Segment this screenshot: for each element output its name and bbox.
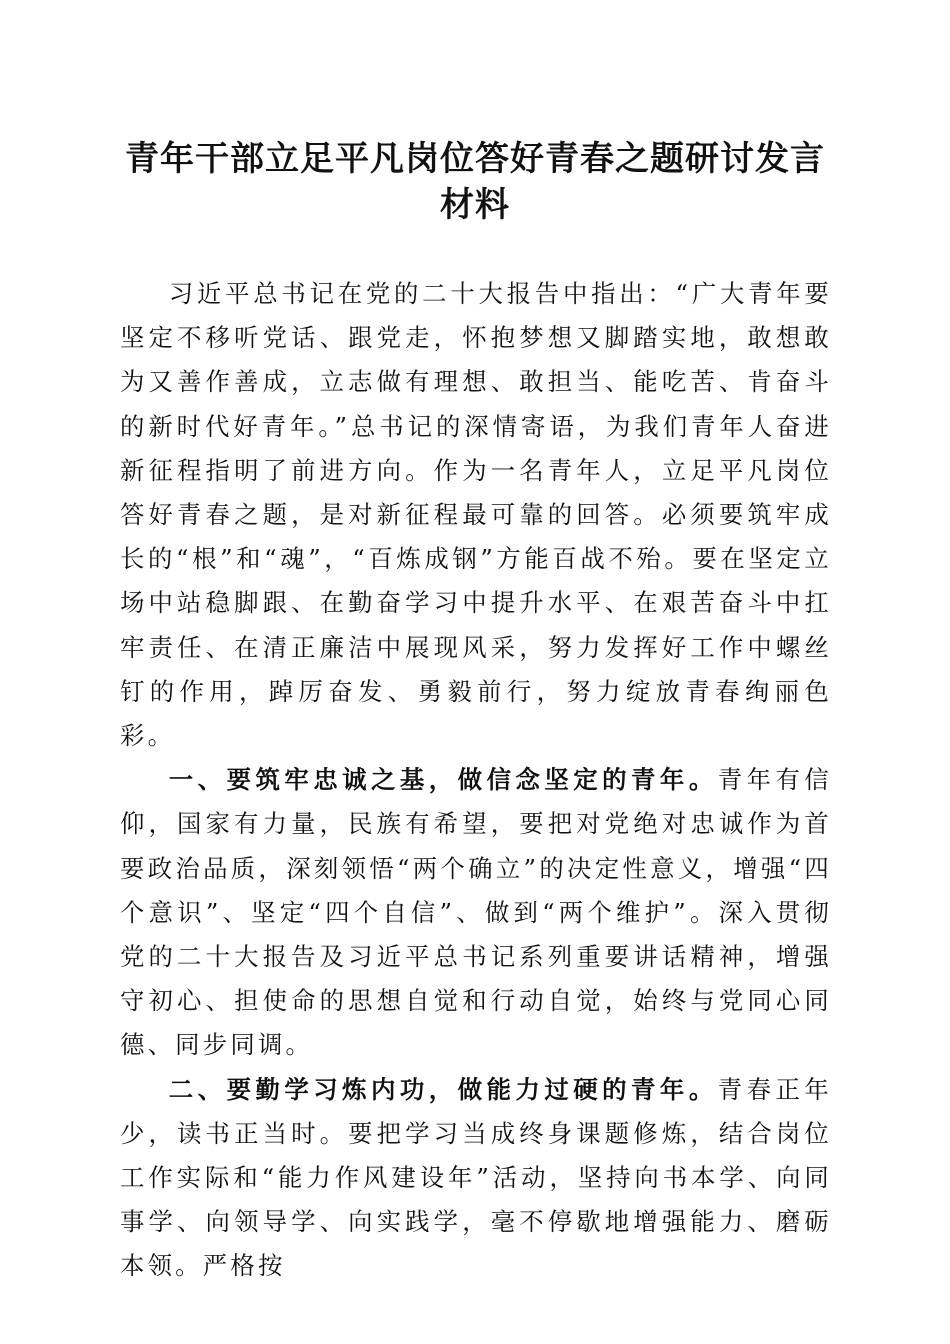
section-two-heading: 二、要勤学习炼内功，做能力过硬的青年。 bbox=[168, 1074, 718, 1104]
document-title: 青年干部立足平凡岗位答好青春之题研讨发言材料 bbox=[125, 139, 825, 225]
section-two-text: 青春正年少，读书正当时。要把学习当成终身课题修炼，结合岗位工作实际和“能力作风建设年”活动，坚持向书本学、向同事学、向领导学、向实践学，毫不停歇地增强能力、磨砺本领。严格按 bbox=[120, 1074, 832, 1281]
section-two-paragraph bbox=[120, 1068, 832, 1289]
intro-paragraph bbox=[120, 272, 832, 758]
section-one-text: 青年有信仰，国家有力量，民族有希望，要把对党绝对忠诚作为首要政治品质，深刻领悟“两个确立”的决定性意义，增强“四个意识”、坚定“四个自信”、做到“两个维护”。深入贯彻党的二十大报告及习近平总书记系列重要讲话精神，增强守初心、担使命的思想自觉和行动自觉，始终与党同心同德、同步同调。 bbox=[120, 765, 832, 1060]
intro-paragraph-text: 习近平总书记在党的二十大报告中指出：“广大青年要坚定不移听党话、跟党走，怀抱梦想又脚踏实地，敢想敢为又善作善成，立志做有理想、敢担当、能吃苦、肯奋斗的新时代好青年。”总书记的深情寄语，为我们青年人奋进新征程指明了前进方向。作为一名青年人，立足平凡岗位答好青春之题，是对新征程最可靠的回答。必须要筑牢成长的“根”和“魂”，“百炼成钢”方能百战不殆。要在坚定立场中站稳脚跟、在勤奋学习中提升水平、在艰苦奋斗中扛牢责任、在清正廉洁中展现风采，努力发挥好工作中螺丝钉的作用，踔厉奋发、勇毅前行，努力绽放青春绚丽色彩。 bbox=[120, 279, 832, 751]
document-body bbox=[120, 272, 832, 1289]
section-one-heading: 一、要筑牢忠诚之基，做信念坚定的青年。 bbox=[168, 765, 718, 795]
section-one-paragraph bbox=[120, 758, 832, 1067]
